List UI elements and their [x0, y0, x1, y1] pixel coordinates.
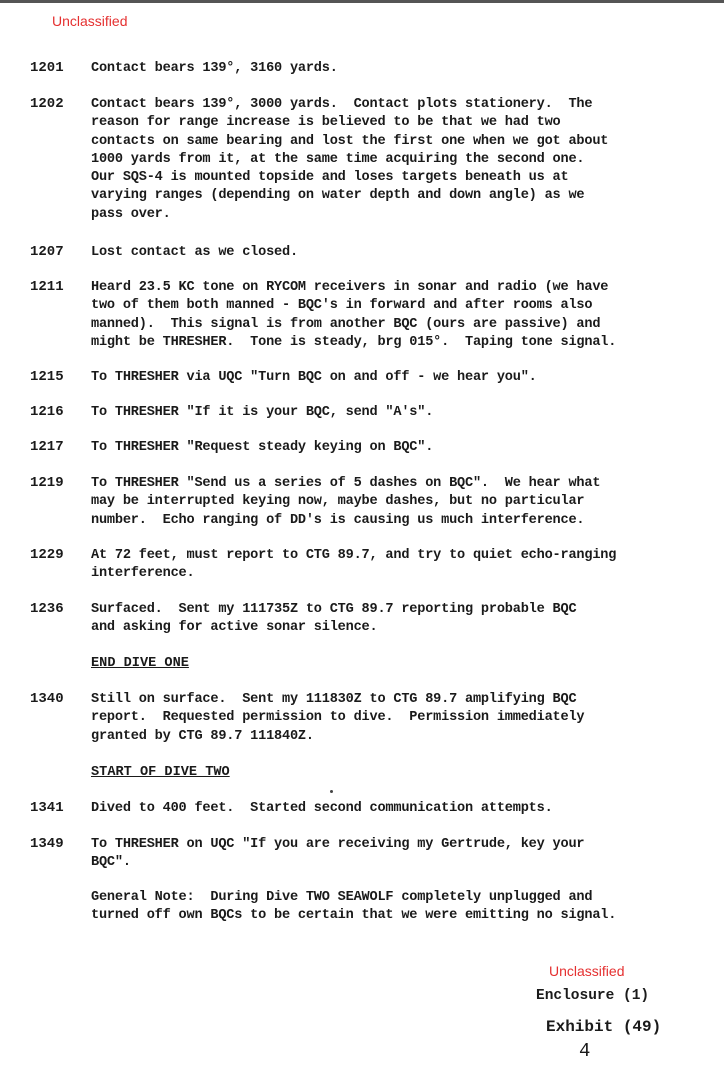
entry-time: 1236 — [30, 601, 64, 617]
entry-text: Dived to 400 feet. Started second communication attempts. — [91, 801, 553, 816]
page-top-border — [0, 0, 724, 3]
classification-marking-bottom: Unclassified — [549, 963, 625, 979]
classification-marking-top: Unclassified — [52, 13, 128, 29]
entry-time: 1216 — [30, 404, 64, 420]
entry-time: 1341 — [30, 800, 64, 816]
entry-time: 1219 — [30, 475, 64, 491]
entry-time: 1217 — [30, 439, 64, 455]
entry-text: To THRESHER "If it is your BQC, send "A's". — [91, 405, 434, 420]
entry-text: Lost contact as we closed. — [91, 245, 298, 260]
entry-text: Contact bears 139°, 3160 yards. — [91, 61, 338, 76]
entry-time: 1211 — [30, 279, 64, 295]
entry-text: Surfaced. Sent my 111735Z to CTG 89.7 reporting probable BQC and asking for active sonar silence. — [91, 602, 577, 636]
entry-time: 1349 — [30, 836, 64, 852]
entry-text: Contact bears 139°, 3000 yards. Contact plots stationery. The reason for range increase is believed to be that we had two contacts on same bearing and lost the first one when we got about 1000 yards from it, at the same time acquiring the second one. Our SQS-4 is mounted topside and loses targets beneath us at varying ranges (depending on water depth and down angle) as we pass over. — [91, 97, 609, 222]
entry-text: Still on surface. Sent my 111830Z to CTG 89.7 amplifying BQC report. Requested permission to dive. Permission immediately granted by CTG 89.7 111840Z. — [91, 692, 585, 744]
entry-time: 1340 — [30, 691, 64, 707]
section-heading-end-dive-one: END DIVE ONE — [91, 656, 189, 671]
scan-speck — [330, 790, 333, 793]
entry-time: 1215 — [30, 369, 64, 385]
section-heading-start-dive-two: START OF DIVE TWO — [91, 765, 230, 780]
entry-time: 1202 — [30, 96, 64, 112]
entry-text: At 72 feet, must report to CTG 89.7, and try to quiet echo-ranging interference. — [91, 548, 617, 582]
entry-time: 1207 — [30, 244, 64, 260]
exhibit-label: Exhibit (49) — [546, 1018, 662, 1036]
entry-text: To THRESHER on UQC "If you are receiving my Gertrude, key your BQC". — [91, 837, 585, 871]
entry-text: To THRESHER "Request steady keying on BQC". — [91, 440, 434, 455]
enclosure-label: Enclosure (1) — [536, 988, 650, 1004]
entry-text: To THRESHER via UQC "Turn BQC on and off - we hear you". — [91, 370, 537, 385]
general-note-text: General Note: During Dive TWO SEAWOLF completely unplugged and turned off own BQCs to be certain that we were emitting no signal. — [91, 890, 617, 924]
page-number: 4 — [579, 1040, 591, 1062]
entry-text: To THRESHER "Send us a series of 5 dashes on BQC". We hear what may be interrupted keying now, maybe dashes, but no particular number. Echo ranging of DD's is causing us much interference. — [91, 476, 601, 528]
entry-time: 1229 — [30, 547, 64, 563]
entry-time: 1201 — [30, 60, 64, 76]
entry-text: Heard 23.5 KC tone on RYCOM receivers in sonar and radio (we have two of them both manned - BQC's in forward and after rooms also manned). This signal is from another BQC (ours are passive) and might be THRESHER. Tone is steady, brg 015°. Taping tone signal. — [91, 280, 617, 350]
